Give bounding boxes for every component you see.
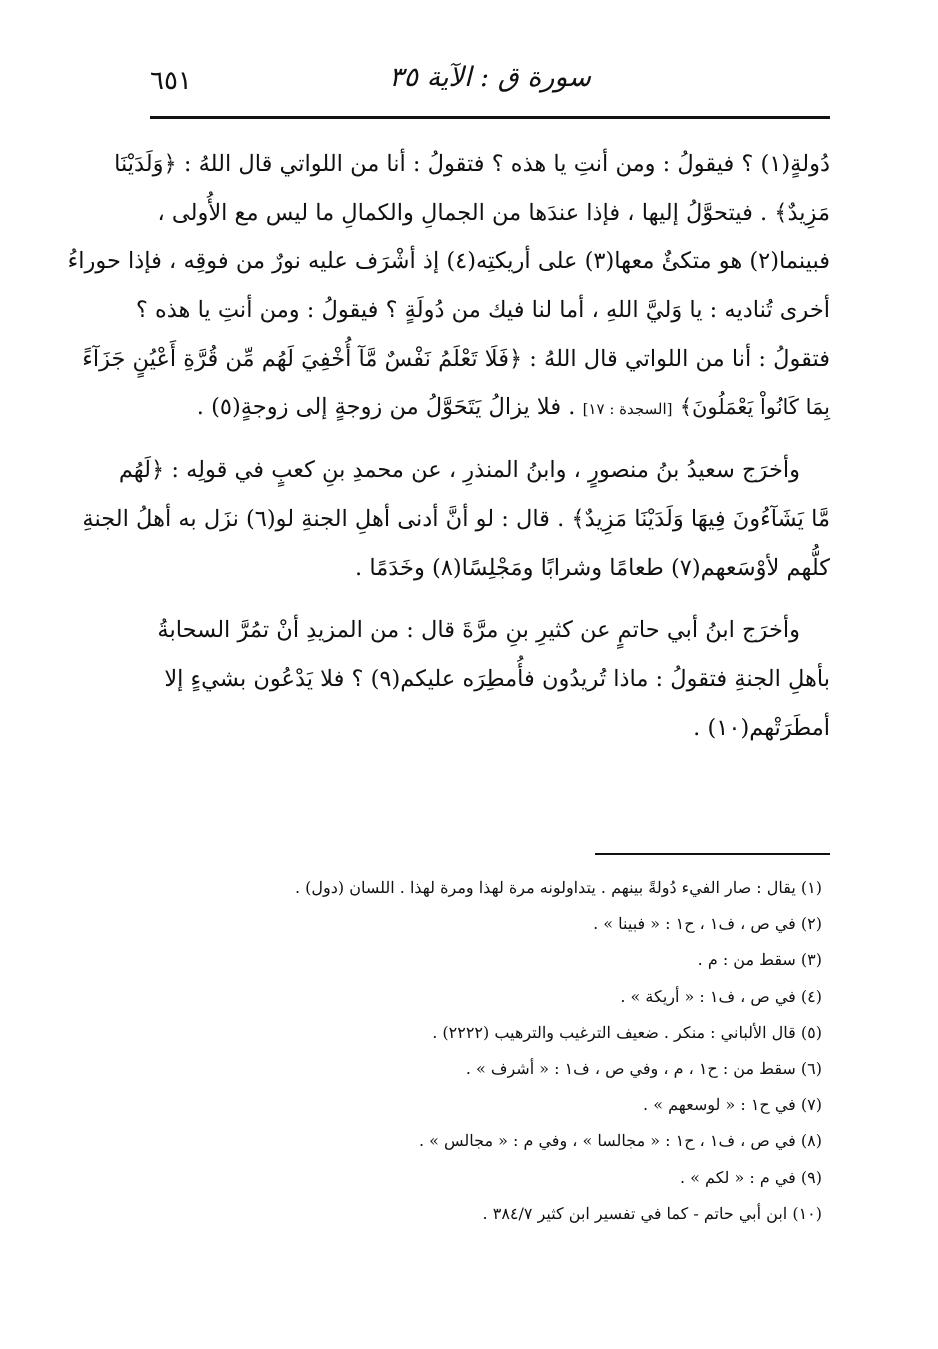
paragraph-1 [67,140,830,432]
text-line: وأخرَج ابنُ أبي حاتمٍ عن كثيرِ بنِ مرَّةَ قال : من المزيدِ أنْ تمُرَّ السحابةُ [157,617,800,644]
text-line: أمطَرَتْهم(١٠) . [693,714,830,741]
page-title: سورة ق : الآية ٣٥ [388,62,592,93]
text-line: مَزِيدٌ﴾ . فيتحوَّلُ إليها ، فإذا عندَها من الجمالِ والكمالِ ما ليس مع الأُولى ، [157,199,830,226]
text-line: دُولةٍ(١) ؟ فيقولُ : ومن أنتِ يا هذه ؟ فتقولُ : أنا من اللواتي قال اللهُ : ﴿وَلَدَيْنَا [114,151,830,177]
verse-reference: [السجدة : ١٧] [582,400,673,419]
text-line: فتقولُ : أنا من اللواتي قال اللهُ : ﴿فَلَا تَعْلَمُ نَفْسٌ مَّآ أُخْفِيَ لَهُم مِّن قُرَّةِ أَعْيُنٍ جَزَآءً [82,345,830,372]
footnote: (٦) سقط من : ح١ ، م ، وفي ص ، ف١ : « أشرف » . [465,1058,822,1078]
paragraph-2 [82,446,830,592]
main-text [67,140,830,752]
footnote: (١) يقال : صار الفيء دُولةً بينهم . يتداولونه مرة لهذا ومرة لهذا . اللسان (دول) . [294,878,822,897]
footnote: (١٠) ابن أبي حاتم - كما في تفسير ابن كثير ٣٨٤/٧ . [482,1203,822,1223]
text-line: مَّا يَشَآءُونَ فِيهَا وَلَدَيْنَا مَزِيدٌ﴾ . قال : لو أنَّ أدنى أهلِ الجنةِ لو(٦) نزَل به أهلُ الجنةِ [82,505,830,532]
paragraph-3 [150,606,830,752]
text-line: كلُّهم لأوْسَعهم(٧) طعامًا وشرابًا ومَجْلِسًا(٨) وخَدَمًا . [355,554,830,581]
text-line: بأهلِ الجنةِ فتقولُ : ماذا تُريدُون فأُمطِرَه عليكم(٩) ؟ فلا يَدْعُون بشيءٍ إلا [164,665,830,692]
footnote-divider [595,853,830,855]
header-divider [150,116,830,119]
footnote: (٩) في م : « لكم » . [680,1167,822,1187]
footnote: (٣) سقط من : م . [697,950,822,970]
text-segment: . فلا يزالُ يَتَحَوَّلُ من زوجةٍ إلى زوجةٍ(٥) . [196,394,576,421]
text-line [150,383,830,432]
footnote: (٢) في ص ، ف١ ، ح١ : « فبينا » . [593,914,822,934]
page-header [150,62,830,112]
paragraph-gap [150,432,830,446]
footnote: (٧) في ح١ : « لوسعهم » . [643,1095,822,1115]
paragraph-gap [150,592,830,606]
page-number: ٦٥١ [150,66,192,96]
footnote: (٨) في ص ، ف١ ، ح١ : « مجالسا » ، وفي م : « مجالس » . [418,1131,822,1151]
text-line: أخرى تُناديه : يا وَليَّ اللهِ ، أما لنا فيك من دُولَةٍ ؟ فيقولُ : ومن أنتِ يا هذه ؟ [135,297,830,324]
footnotes [150,870,822,1232]
footnote: (٥) قال الألباني : منكر . ضعيف الترغيب والترهيب (٢٢٢٢) . [432,1022,822,1042]
text-line: وأخرَج سعيدُ بنُ منصورٍ ، وابنُ المنذرِ ، عن محمدِ بنِ كعبٍ في قولِه : ﴿لَهُم [118,457,800,484]
footnote: (٤) في ص ، ف١ : « أريكة » . [620,986,822,1006]
text-line: فبينما(٢) هو متكئٌ معها(٣) على أريكتِه(٤) إذ أشْرَف عليه نورٌ من فوقِه ، فإذا حوراءُ [67,248,830,275]
quran-verse: بِمَا كَانُواْ يَعْمَلُونَ﴾ [679,395,830,420]
